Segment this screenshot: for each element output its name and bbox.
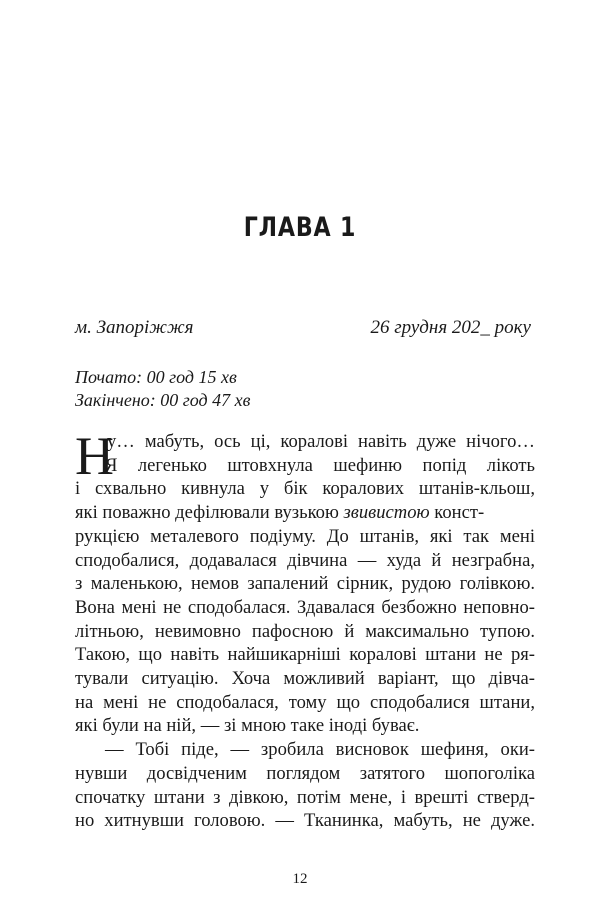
body-line: які були на ній, — зі мною таке іноді буває. — [75, 715, 420, 737]
body-line: спочатку штани з дівкою, потім мене, і врешті стверд- — [75, 786, 535, 808]
body-line: но хитнувши головою. — Тканинка, мабуть, не дуже. — [75, 810, 535, 832]
time-log — [75, 366, 250, 412]
body-line: нувши досвідченим поглядом затятого шопоголіка — [75, 762, 535, 784]
body-line-part: конст- — [429, 502, 485, 524]
drop-cap: Н — [75, 426, 114, 486]
body-line: з маленькою, немов запалений сірник, рудою голівкою. — [75, 573, 535, 595]
body-line: на мені не сподобалася, тому що сподобалися штани, — [75, 691, 535, 713]
body-line: сподобалися, додавалася дівчина — худа й незграбна, — [75, 549, 535, 571]
body-line: рукцією металевого подіуму. До штанів, які так мені — [75, 525, 535, 547]
body-line: і схвально кивнула у бік коралових штанів-кльош, — [75, 478, 535, 500]
body-line: Я легенько штовхнула шефиню попід лікоть — [105, 454, 535, 476]
chapter-title: ГЛАВА 1 — [243, 212, 357, 243]
body-line: у… мабуть, ось ці, коралові навіть дуже нічого… — [107, 431, 535, 452]
started-time: Почато: 00 год 15 хв — [75, 367, 237, 387]
body-line: тували ситуацію. Хоча можливий варіант, що дівча- — [75, 668, 535, 690]
finished-time: Закінчено: 00 год 47 хв — [75, 390, 251, 410]
date-label: 26 грудня 202_ року — [370, 317, 531, 338]
body-line: Вона мені не сподобалася. Здавалася безбожно неповно- — [75, 596, 535, 618]
body-line-with-italic — [75, 501, 535, 525]
body-line: Такою, що навіть найшикарніші коралові штани не ря- — [75, 644, 535, 666]
body-line: — Тобі піде, — зробила висновок шефиня, оки- — [105, 739, 535, 761]
body-line: літньою, невимовно пафосною й максимально тупою. — [75, 620, 535, 642]
body-line-part: які поважно дефілювали вузькою — [75, 502, 344, 524]
italic-word: звивистою — [343, 502, 430, 524]
chapter-body — [75, 426, 535, 833]
place-label: м. Запоріжжя — [75, 317, 194, 338]
chapter-meta — [75, 317, 531, 339]
page-number: 12 — [292, 871, 308, 887]
